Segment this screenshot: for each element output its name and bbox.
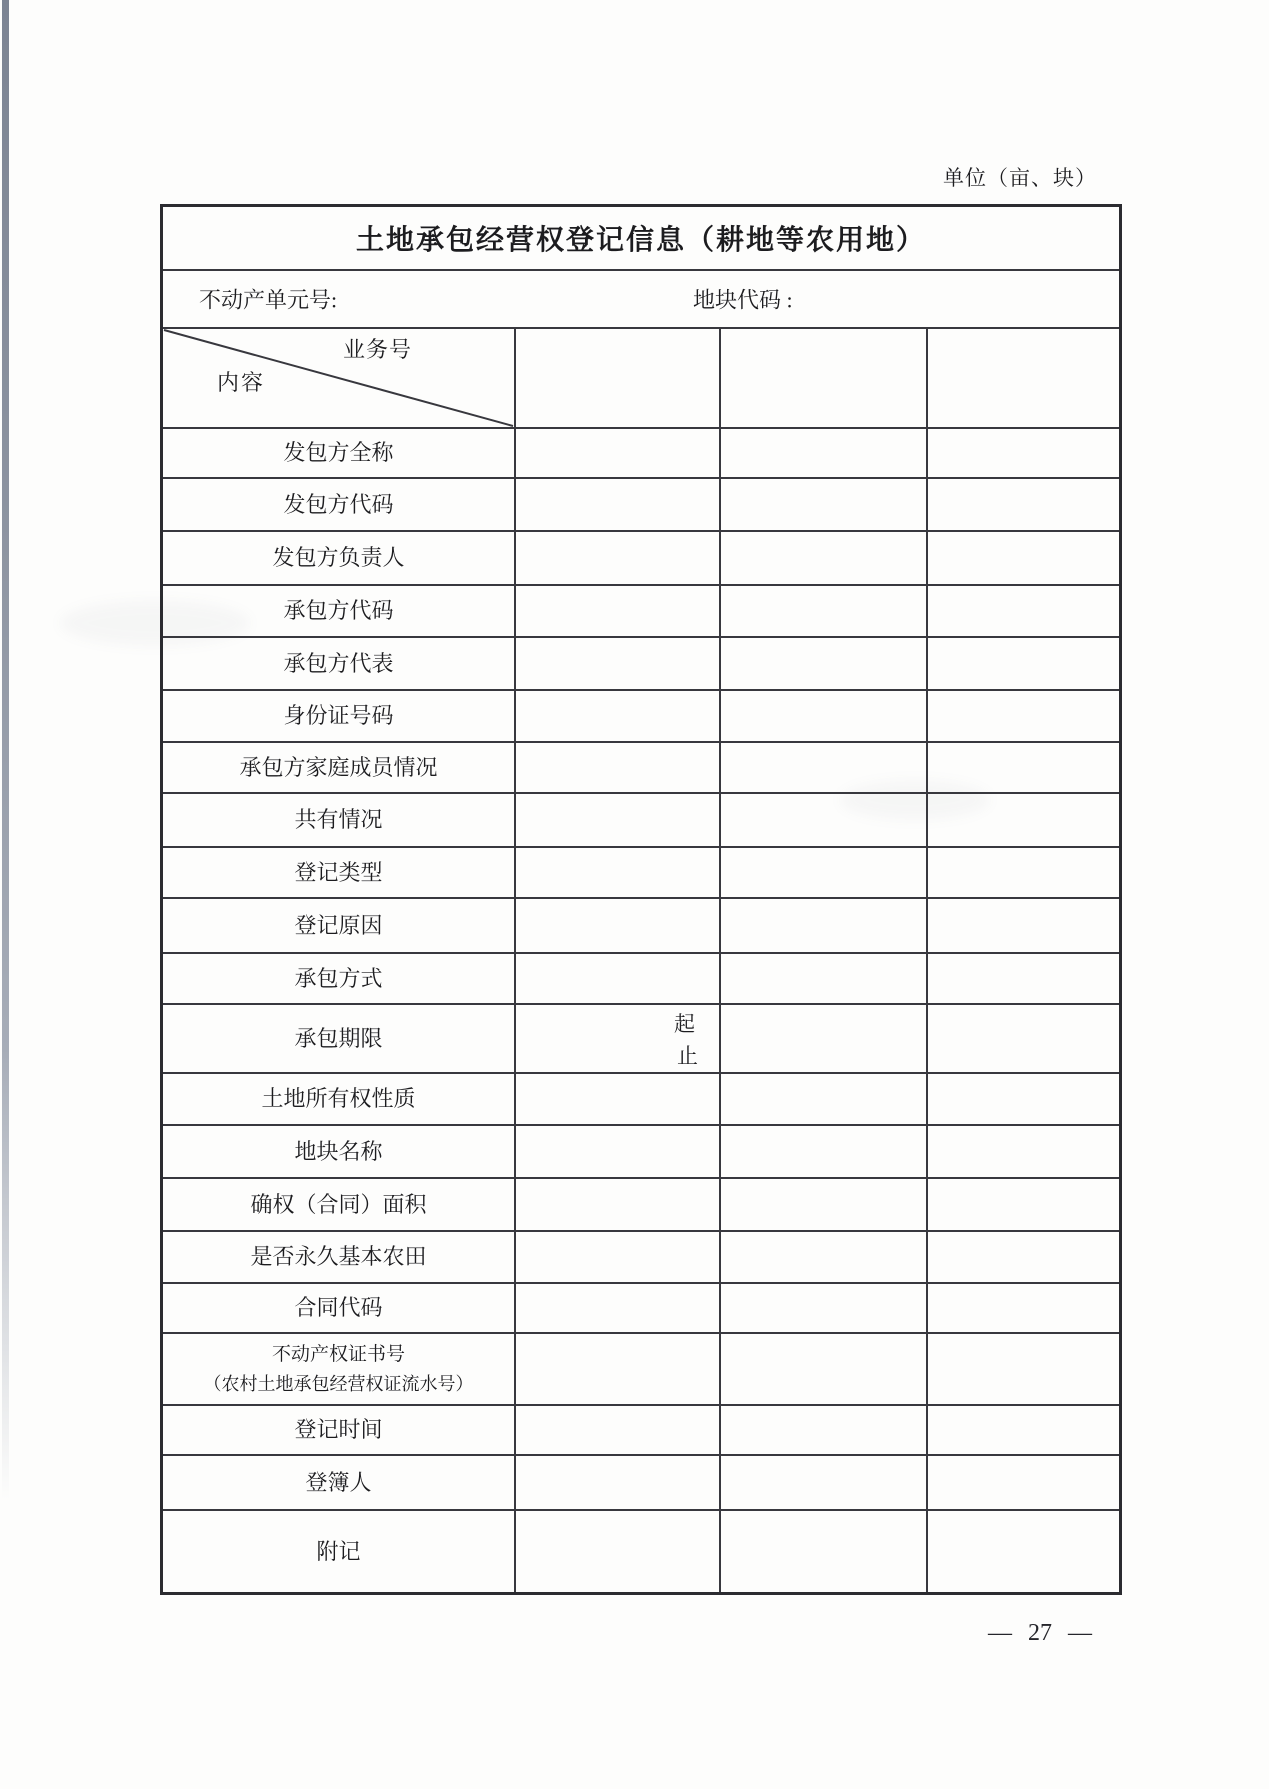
data-cell: [719, 954, 926, 1003]
row-label-cell: [163, 1232, 514, 1282]
row-label: 承包方代码: [283, 598, 394, 624]
row-label-cell: [163, 638, 514, 689]
data-cell: [514, 1456, 719, 1509]
data-cell: [926, 1005, 1119, 1072]
term-stop-label: 止: [677, 1044, 698, 1068]
data-cell: [926, 899, 1119, 952]
row-label: 身份证号码: [283, 703, 394, 729]
table-row: [163, 427, 1119, 477]
data-cell: [514, 429, 719, 477]
table-row: [163, 1404, 1119, 1454]
data-cell: [719, 1126, 926, 1177]
data-cell: [514, 691, 719, 741]
certificate-number-row: [163, 1332, 1119, 1404]
data-cell: [926, 638, 1119, 689]
table-row: [163, 1124, 1119, 1177]
data-cell: [926, 743, 1119, 792]
data-cell: [926, 429, 1119, 477]
page-edge-scan-line: [2, 0, 9, 1500]
diagonal-corner-cell: [163, 329, 514, 427]
row-label-cell: [163, 848, 514, 897]
data-cell: [719, 848, 926, 897]
data-cell: [926, 1179, 1119, 1230]
row-label: 土地所有权性质: [261, 1086, 416, 1112]
row-label: 附记: [316, 1538, 361, 1564]
data-cell: [926, 1406, 1119, 1454]
row-label: 不动产权证书号: [271, 1344, 405, 1366]
data-cell: [719, 1511, 926, 1592]
data-cell: [719, 794, 926, 846]
data-cell: [514, 586, 719, 636]
table-row: [163, 477, 1119, 530]
data-cell: [926, 691, 1119, 741]
data-cell: [926, 954, 1119, 1003]
data-cell: [926, 1126, 1119, 1177]
data-cell: [926, 1074, 1119, 1124]
row-label: 发包方代码: [283, 491, 394, 517]
data-cell: [719, 1232, 926, 1282]
data-cell: [719, 1179, 926, 1230]
data-cell: [719, 1005, 926, 1072]
data-cell: [719, 638, 926, 689]
row-label: 登簿人: [305, 1469, 372, 1495]
row-sublabel: （农村土地承包经营权证流水号）: [203, 1373, 474, 1394]
form-title: 土地承包经营权登记信息（耕地等农用地）: [355, 224, 926, 255]
row-label: 发包方全称: [283, 440, 394, 466]
data-cell: [926, 532, 1119, 584]
row-label-cell: [163, 479, 514, 530]
table-row: [163, 792, 1119, 846]
row-label: 承包方代表: [283, 650, 394, 676]
data-cell: [926, 1456, 1119, 1509]
data-cell: [514, 479, 719, 530]
remarks-row: [163, 1509, 1119, 1592]
table-row: [163, 1230, 1119, 1282]
data-cell: [719, 1284, 926, 1332]
data-cell: [514, 794, 719, 846]
table-row: [163, 1282, 1119, 1332]
data-cell: [514, 743, 719, 792]
data-cell: [926, 586, 1119, 636]
business-no-cell: [719, 329, 926, 427]
data-cell: [514, 1511, 719, 1592]
table-row: [163, 897, 1119, 952]
data-cell: [514, 899, 719, 952]
data-cell: [514, 638, 719, 689]
row-label: 是否永久基本农田: [250, 1244, 427, 1270]
row-label-cell: [163, 429, 514, 477]
data-cell: [926, 479, 1119, 530]
business-no-cell: [926, 329, 1119, 427]
row-label: 合同代码: [294, 1295, 383, 1321]
row-label: 承包方家庭成员情况: [239, 754, 438, 780]
data-cell: [719, 899, 926, 952]
diagonal-line: [163, 329, 514, 427]
data-cell: [514, 848, 719, 897]
data-cell: [719, 691, 926, 741]
table-row: [163, 530, 1119, 584]
row-label: 发包方负责人: [272, 545, 405, 571]
row-label: 共有情况: [294, 807, 383, 833]
row-label-cell: [163, 586, 514, 636]
page-number: — 27 —: [988, 1620, 1092, 1646]
row-label: 登记时间: [294, 1417, 383, 1443]
data-cell: [514, 1232, 719, 1282]
data-cell: [926, 1232, 1119, 1282]
data-cell: [719, 479, 926, 530]
business-no-cell: [514, 329, 719, 427]
table-row: [163, 636, 1119, 689]
row-label: 登记类型: [294, 859, 383, 885]
unit-number-row: [163, 269, 1119, 327]
data-cell: [719, 1074, 926, 1124]
row-label-cell: [163, 1456, 514, 1509]
data-cell: [514, 1126, 719, 1177]
row-label-cell: [163, 1334, 514, 1404]
data-cell: [514, 1074, 719, 1124]
data-cell: [719, 1456, 926, 1509]
term-start-label: 起: [674, 1012, 695, 1036]
row-label-cell: [163, 1406, 514, 1454]
corner-label-content: 内容: [217, 370, 266, 395]
data-cell: [926, 794, 1119, 846]
table-row: [163, 1072, 1119, 1124]
data-cell: [514, 1179, 719, 1230]
row-label-cell: [163, 1179, 514, 1230]
term-start-stop-cell: [514, 1005, 719, 1072]
row-label-cell: [163, 1005, 514, 1072]
table-row: [163, 1454, 1119, 1509]
registration-form-table: [160, 204, 1122, 1595]
row-label: 登记原因: [294, 912, 383, 938]
unit-note: 单位（亩、块）: [943, 166, 1097, 190]
table-row: [163, 584, 1119, 636]
row-label-cell: [163, 899, 514, 952]
table-row: [163, 846, 1119, 897]
data-cell: [926, 1284, 1119, 1332]
table-title-row: [163, 207, 1119, 269]
data-cell: [926, 848, 1119, 897]
data-cell: [514, 532, 719, 584]
table-row: [163, 952, 1119, 1003]
table-row: [163, 1177, 1119, 1230]
data-cell: [719, 1334, 926, 1404]
real-estate-unit-label: 不动产单元号:: [199, 287, 338, 313]
row-label-cell: [163, 1126, 514, 1177]
row-label-cell: [163, 691, 514, 741]
corner-label-business-no: 业务号: [343, 337, 413, 362]
row-label-cell: [163, 1074, 514, 1124]
row-label-cell: [163, 743, 514, 792]
row-label-cell: [163, 1511, 514, 1592]
data-cell: [514, 1406, 719, 1454]
data-cell: [719, 743, 926, 792]
row-label: 承包方式: [294, 965, 383, 991]
data-cell: [719, 1406, 926, 1454]
data-cell: [926, 1511, 1119, 1592]
table-row: [163, 741, 1119, 792]
row-label-cell: [163, 532, 514, 584]
row-label-cell: [163, 954, 514, 1003]
row-label-cell: [163, 1284, 514, 1332]
data-cell: [514, 1284, 719, 1332]
data-cell: [926, 1334, 1119, 1404]
row-label-cell: [163, 794, 514, 846]
data-cell: [719, 586, 926, 636]
row-label: 确权（合同）面积: [250, 1191, 427, 1217]
table-row: [163, 689, 1119, 741]
parcel-code-label: 地块代码 :: [693, 287, 793, 313]
data-cell: [514, 1334, 719, 1404]
data-cell: [514, 954, 719, 1003]
contract-term-row: [163, 1003, 1119, 1072]
data-cell: [719, 429, 926, 477]
row-label: 地块名称: [294, 1138, 383, 1164]
data-cell: [719, 532, 926, 584]
row-label: 承包期限: [294, 1025, 383, 1051]
header-row: [163, 327, 1119, 427]
